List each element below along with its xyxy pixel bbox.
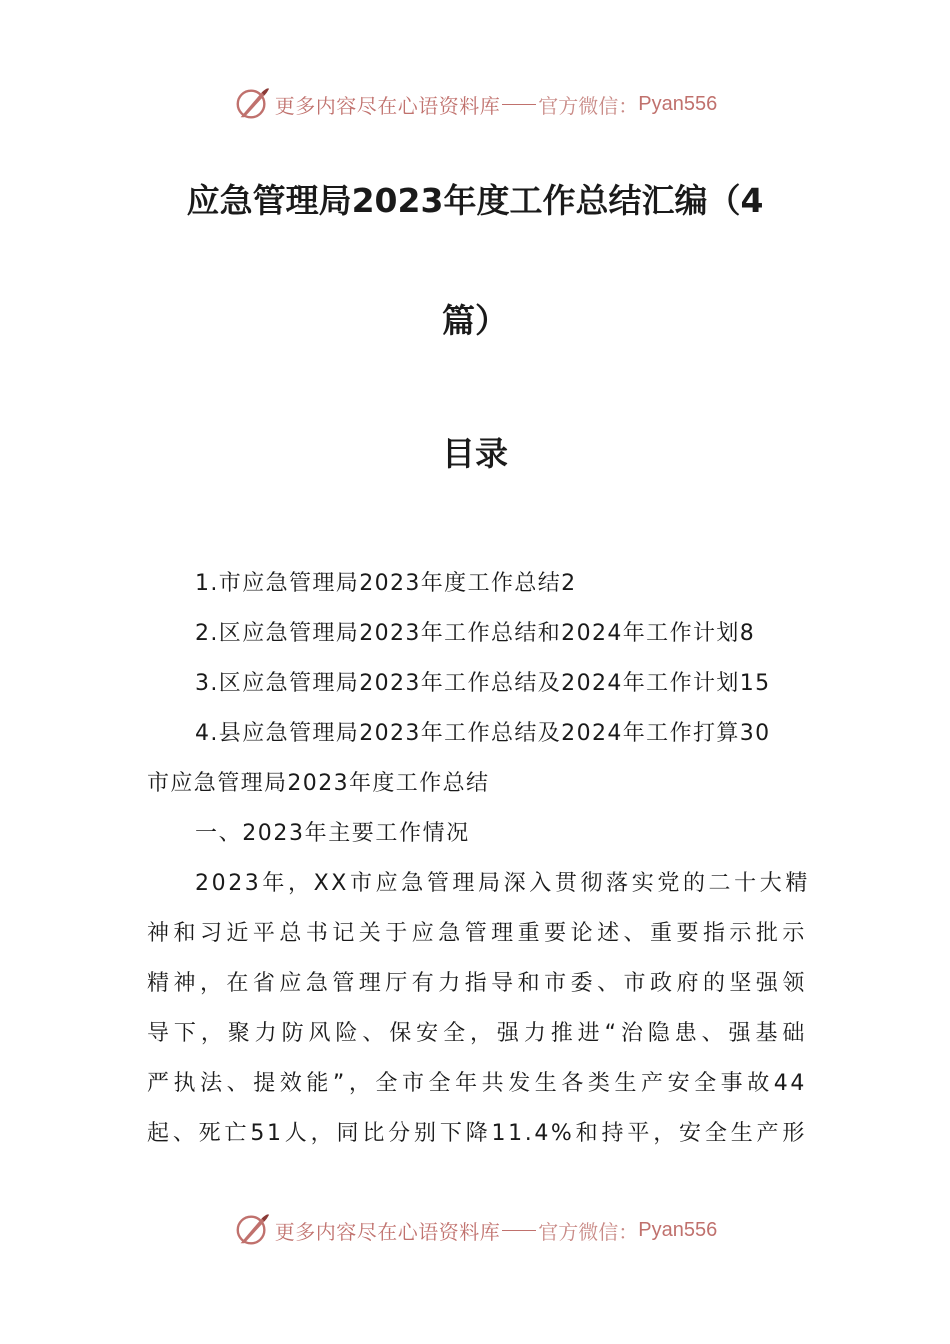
watermark-banner-top xyxy=(0,82,950,126)
watermark-wechat-id: Pyan556 xyxy=(638,92,718,115)
toc-item-3[interactable]: 3.区应急管理局2023年工作总结及2024年工作计划15 xyxy=(195,671,771,696)
watermark-wechat-id: Pyan556 xyxy=(638,1218,718,1241)
toc-item-4[interactable]: 4.县应急管理局2023年工作总结及2024年工作打算30 xyxy=(195,721,771,746)
watermark-text: 更多内容尽在心语资料库 xyxy=(274,1219,501,1244)
watermark-dash xyxy=(502,104,536,105)
watermark-text: 更多内容尽在心语资料库 xyxy=(274,93,501,118)
watermark-wechat-label: 官方微信： xyxy=(538,1219,639,1244)
body-line-5: 严执法、提效能”，全市全年共发生各类生产安全事故44 xyxy=(147,1071,807,1096)
document-title-line1: 应急管理局2023年度工作总结汇编（4 xyxy=(186,181,764,220)
watermark-dash xyxy=(502,1230,536,1231)
heading-1: 一、2023年主要工作情况 xyxy=(195,821,470,846)
quill-logo-icon xyxy=(233,1211,271,1249)
toc-item-2[interactable]: 2.区应急管理局2023年工作总结和2024年工作计划8 xyxy=(195,621,756,646)
quill-logo-icon xyxy=(233,85,271,123)
toc-heading: 目录 xyxy=(442,434,508,473)
body-line-3: 精神，在省应急管理厅有力指导和市委、市政府的坚强领 xyxy=(147,971,807,996)
watermark-banner-bottom xyxy=(0,1208,950,1252)
watermark-wechat-label: 官方微信： xyxy=(538,93,639,118)
document-title-line2: 篇） xyxy=(442,301,508,340)
toc-item-1[interactable]: 1.市应急管理局2023年度工作总结2 xyxy=(195,571,577,596)
body-line-4: 导下，聚力防风险、保安全，强力推进“治隐患、强基础 xyxy=(147,1021,807,1046)
section-title: 市应急管理局2023年度工作总结 xyxy=(147,771,490,796)
body-line-6: 起、死亡51人，同比分别下降11.4%和持平，安全生产形 xyxy=(147,1121,807,1146)
body-line-2: 神和习近平总书记关于应急管理重要论述、重要指示批示 xyxy=(147,921,807,946)
body-line-1: 2023年，XX市应急管理局深入贯彻落实党的二十大精 xyxy=(195,871,810,896)
